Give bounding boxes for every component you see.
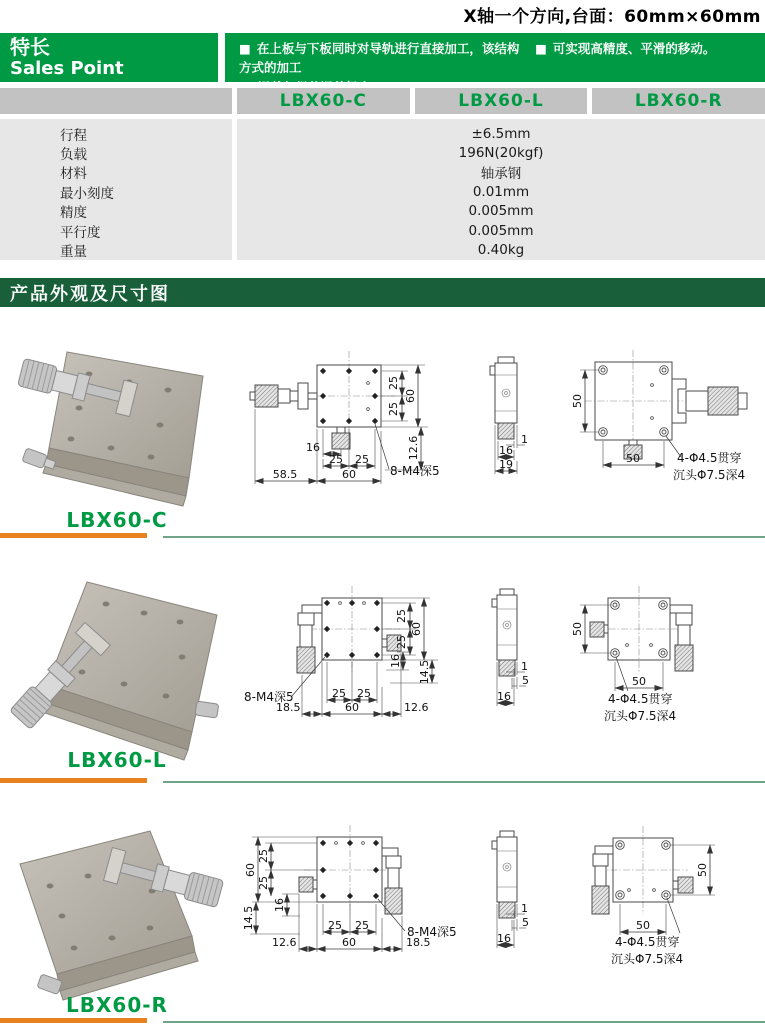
spec-value: ±6.5mm (471, 125, 531, 142)
hole-note-line1: 4-Φ4.5贯穿 (608, 692, 673, 706)
thread-note: 8-M4深5 (390, 464, 440, 478)
bullet-1-line-1: 在上板与下板同时对导轨进行直接加工，该结构方式的加工 (239, 41, 520, 76)
dim-label: 60 (342, 468, 356, 481)
dim-label: 25 (355, 453, 369, 466)
dim-label: 25 (387, 402, 400, 416)
spec-header-col-lbx60l: LBX60-L (415, 88, 588, 114)
dim-label: 14.5 (418, 659, 431, 685)
spec-table-body (0, 119, 765, 260)
bullet-2-text: 可实现高精度、平滑的移动。 (552, 41, 716, 56)
thread-note: 8-M4深5 (244, 690, 294, 704)
dim-label: 12.6 (272, 936, 297, 949)
spec-row-labels (0, 119, 232, 260)
dim-label: 14.5 (242, 905, 255, 931)
micrometer (382, 848, 402, 914)
dim-label: 58.5 (272, 468, 298, 481)
dim-label: 50 (626, 452, 640, 465)
spec-value: 0.005mm (468, 203, 534, 220)
clamp-knob (673, 877, 693, 893)
dim-label: 25 (395, 635, 408, 649)
dim-label: 5 (522, 674, 529, 687)
section-banner: 产品外观及尺寸图 (0, 278, 765, 307)
dim-label: 60 (410, 622, 423, 636)
hole-note-line2: 沉头Φ7.5深4 (673, 468, 746, 482)
dim-label: 25 (257, 876, 270, 890)
spec-row-values (237, 119, 765, 260)
hole-note-line1: 4-Φ4.5贯穿 (615, 935, 680, 949)
bullet-icon: ■ (535, 41, 547, 56)
side-view (492, 831, 529, 948)
spec-value: 轴承钢 (480, 166, 522, 183)
spec-label: 负载 (60, 147, 87, 164)
dim-label: 16 (273, 898, 286, 912)
bottom-view (592, 826, 715, 966)
sales-point-title-zh: 特长 (10, 35, 50, 59)
dimension-lines (580, 605, 663, 691)
dim-label: 60 (342, 936, 356, 949)
hole-note-line2: 沉头Φ7.5深4 (604, 709, 677, 723)
dim-label: 1 (521, 660, 528, 673)
dim-label: 50 (636, 919, 650, 932)
dim-label: 16 (306, 441, 320, 454)
dim-label: 50 (696, 863, 709, 877)
green-divider-line (163, 781, 765, 783)
sales-point-body (225, 33, 765, 82)
spec-label: 精度 (60, 205, 87, 222)
page-title-note: X轴一个方向,台面：60mm×60mm (463, 7, 761, 27)
bottom-view (571, 350, 747, 482)
dim-label: 19 (499, 458, 513, 471)
green-divider-line (163, 1021, 765, 1023)
spec-value: 196N(20kgf) (458, 145, 544, 162)
dim-label: 25 (355, 919, 369, 932)
stage-photo (7, 582, 218, 760)
dim-label: 1 (521, 902, 528, 915)
stage-photo (20, 831, 224, 1000)
micrometer (672, 379, 747, 423)
spec-label: 最小刻度 (60, 185, 114, 202)
clamp-knob (499, 660, 515, 676)
spec-header-blank (0, 88, 232, 114)
dim-label: 60 (244, 863, 257, 877)
plan-view (242, 825, 457, 952)
dim-label: 25 (332, 687, 346, 700)
dim-label: 12.6 (407, 435, 420, 461)
micrometer (297, 605, 322, 673)
dim-label: 25 (387, 376, 400, 390)
spec-value: 0.005mm (468, 222, 534, 239)
dim-label: 16 (499, 444, 513, 457)
product-photo-lbx60l (2, 560, 234, 762)
spec-header-col-lbx60c: LBX60-C (237, 88, 410, 114)
dim-label: 16 (497, 932, 511, 945)
clamp-knob (499, 902, 515, 918)
dim-label: 16 (389, 654, 402, 668)
hole-note-line1: 4-Φ4.5贯穿 (677, 451, 742, 465)
clamp-knob (498, 423, 514, 439)
dim-label: 60 (404, 389, 417, 403)
clamp-knob (195, 701, 219, 718)
product-name-lbx60r: LBX60-R (66, 993, 168, 1017)
plan-view (244, 586, 438, 717)
plan-view (250, 351, 440, 484)
spec-header-col-lbx60r: LBX60-R (592, 88, 765, 114)
clamp-knob (332, 427, 350, 449)
divider (218, 33, 225, 82)
spec-label: 材料 (60, 166, 87, 183)
sales-point-header (0, 33, 218, 82)
product-name-lbx60c: LBX60-C (66, 508, 168, 532)
orange-bar (0, 778, 147, 783)
product-photo-lbx60c (5, 312, 233, 508)
dimension-lines (620, 845, 715, 935)
dimension-drawing-lbx60l (240, 565, 765, 750)
dim-label: 18.5 (406, 936, 431, 949)
bullet-icon: ■ (239, 41, 251, 56)
thread-note: 8-M4深5 (407, 925, 457, 939)
dim-label: 25 (328, 919, 342, 932)
product-photo-lbx60r (2, 806, 234, 1008)
spec-value: 0.01mm (472, 183, 530, 200)
dim-label: 60 (345, 701, 359, 714)
dim-label: 50 (571, 394, 584, 408)
dim-label: 25 (257, 849, 270, 863)
sales-point-title-en: Sales Point (10, 58, 124, 79)
micrometer (250, 383, 317, 409)
dim-label: 12.6 (404, 701, 429, 714)
dim-label: 1 (521, 433, 528, 446)
spec-value: 0.40kg (477, 242, 525, 259)
product-name-lbx60l: LBX60-L (67, 748, 167, 772)
dim-label: 16 (497, 690, 511, 703)
clamp-knob (590, 622, 608, 637)
sales-point-bullet-1 (239, 39, 529, 82)
dim-label: 25 (395, 609, 408, 623)
bottom-view (571, 586, 693, 723)
spec-label: 平行度 (60, 224, 101, 241)
dim-label: 50 (571, 622, 584, 636)
side-view (492, 589, 529, 706)
micrometer (592, 846, 613, 914)
spec-label: 行程 (60, 127, 87, 144)
spec-label: 重量 (60, 244, 87, 261)
dim-label: 18.5 (276, 701, 301, 714)
dim-label: 5 (522, 916, 529, 929)
dim-label: 25 (357, 687, 371, 700)
dim-label: 50 (632, 675, 646, 688)
green-divider-line (163, 536, 765, 538)
orange-bar (0, 1018, 147, 1023)
dim-label: 25 (329, 453, 343, 466)
stage-photo (17, 352, 203, 506)
sales-point-bullet-2 (529, 39, 757, 82)
hole-note-line2: 沉头Φ7.5深4 (611, 952, 684, 966)
clamp-knob (299, 877, 317, 892)
side-view (490, 357, 528, 474)
micrometer (670, 605, 693, 671)
dimension-drawing-lbx60c (240, 335, 765, 510)
dimension-drawing-lbx60r (240, 810, 765, 1005)
orange-bar (0, 533, 147, 538)
spec-table-header (0, 88, 765, 114)
sales-point-section (0, 33, 765, 82)
